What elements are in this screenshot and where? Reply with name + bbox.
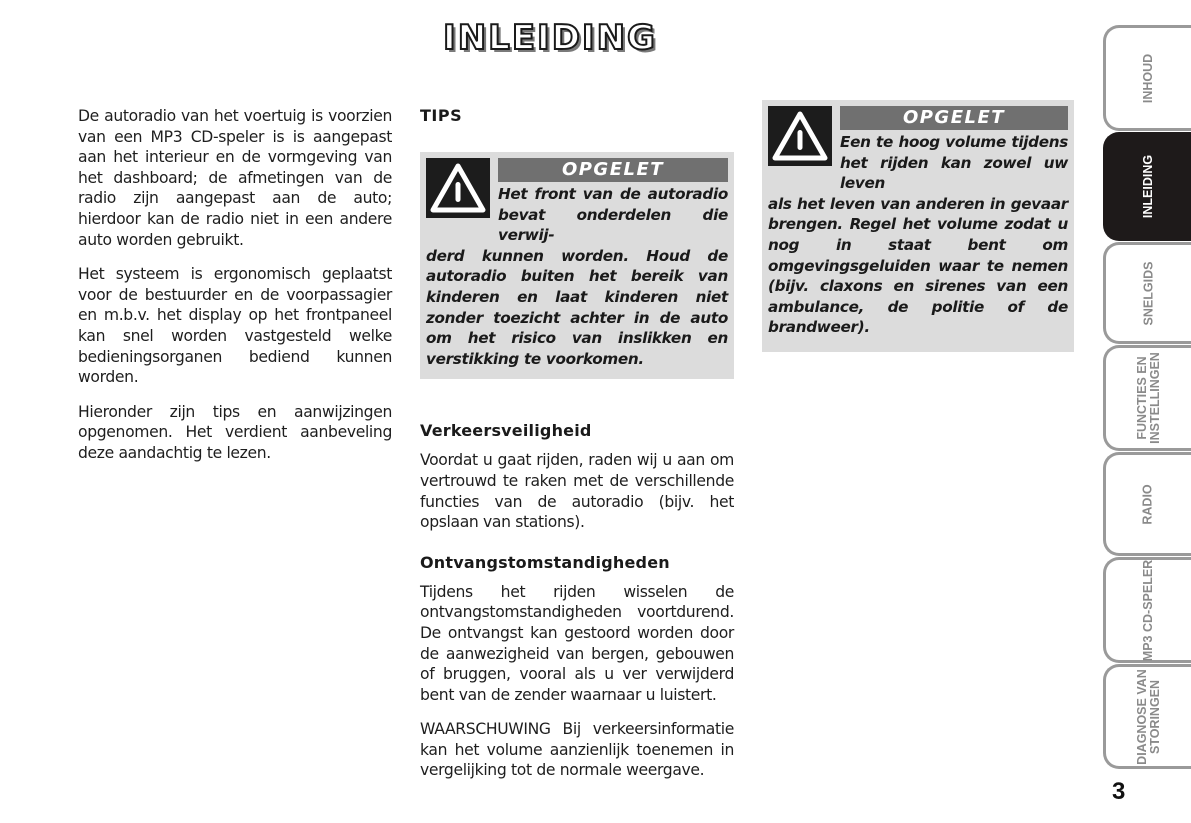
tab-inhoud[interactable] [1103, 25, 1191, 131]
warning-label: OPGELET [840, 106, 1068, 130]
column-tips [420, 106, 734, 795]
warning-text-first: Een te hoog volume tijdens het rijden kan zowel uw leven [840, 133, 1068, 193]
tab-functies-en-instellingen[interactable] [1103, 345, 1191, 451]
section-heading-verkeersveiligheid: Verkeersveiligheid [420, 421, 592, 441]
tips-heading: TIPS [420, 106, 463, 125]
section-paragraph: WAARSCHUWING Bij verkeersinformatie kan het volume aanzienlijk toenemen in vergelijking tot de normale weergave. [420, 720, 734, 780]
warning-text-first: Het front van de autoradio bevat onderdelen die verwij- [498, 185, 728, 245]
intro-paragraph: Het systeem is ergonomisch geplaatst voor de bestuurder en de voorpassagier en m.b.v. het display op het frontpaneel kan snel worden vastgesteld welke bedieningsorganen bediend kunnen worden. [78, 265, 392, 387]
warning-text: als het leven van anderen in gevaar brengen. Regel het volume zodat u nog in staat bent om omgevingsgeluiden waar te nemen (bijv. claxons en sirenes van een ambulance, de politie of de brandweer). [768, 194, 1068, 337]
warning-triangle-icon [768, 106, 832, 166]
intro-paragraph: Hieronder zijn tips en aanwijzingen opgenomen. Het verdient aanbeveling deze aandachtig te lezen. [78, 402, 392, 462]
tab-mp3-cd-speler[interactable] [1103, 557, 1191, 663]
section-heading-ontvangstomstandigheden: Ontvangstomstandigheden [420, 552, 670, 572]
tab-snelgids[interactable] [1103, 242, 1191, 344]
tab-inleiding[interactable] [1103, 132, 1191, 241]
column-intro [78, 106, 392, 478]
tab-diagnose-van-storingen[interactable] [1103, 664, 1191, 769]
tab-label: RADIO [1141, 483, 1155, 525]
warning-triangle-icon [426, 158, 490, 218]
tab-label: MP3 CD-SPELER [1141, 559, 1155, 661]
warning-box [420, 152, 734, 379]
tab-label: INHOUD [1141, 53, 1155, 103]
tab-label: DIAGNOSE VAN STORINGEN [1134, 668, 1162, 765]
tab-radio[interactable] [1103, 452, 1191, 556]
tab-label: INLEIDING [1140, 154, 1155, 219]
warning-box [762, 100, 1074, 352]
warning-label: OPGELET [498, 158, 728, 182]
section-paragraph: Voordat u gaat rijden, raden wij u aan om vertrouwd te raken met de verschillende functies van de autoradio (bijv. het opslaan van stations). [420, 451, 734, 532]
warning-text: derd kunnen worden. Houd de autoradio buiten het bereik van kinderen en laat kinderen niet zonder toezicht achter in de auto om het risico van inslikken en verstikking te voorkomen. [426, 246, 728, 368]
page-number: 3 [1112, 778, 1126, 805]
tab-label: FUNCTIES EN INSTELLINGEN [1134, 352, 1162, 444]
page-title: INLEIDING [443, 18, 657, 58]
column-warning [762, 100, 1074, 352]
section-paragraph: Tijdens het rijden wisselen de ontvangstomstandigheden voortdurend. De ontvangst kan gestoord worden door de aanwezigheid van bergen, gebouwen of bruggen, vooral als u ver verwijderd bent van de zender waarnaar u luistert. [420, 582, 734, 704]
tab-label: SNELGIDS [1141, 261, 1155, 325]
intro-paragraph: De autoradio van het voertuig is voorzien van een MP3 CD-speler is is aangepast aan het interieur en de vormgeving van het dashboard; de afmetingen van de radio zijn aangepast aan de auto; hierdoor kan de radio niet in een andere auto worden gebruikt. [78, 107, 392, 249]
